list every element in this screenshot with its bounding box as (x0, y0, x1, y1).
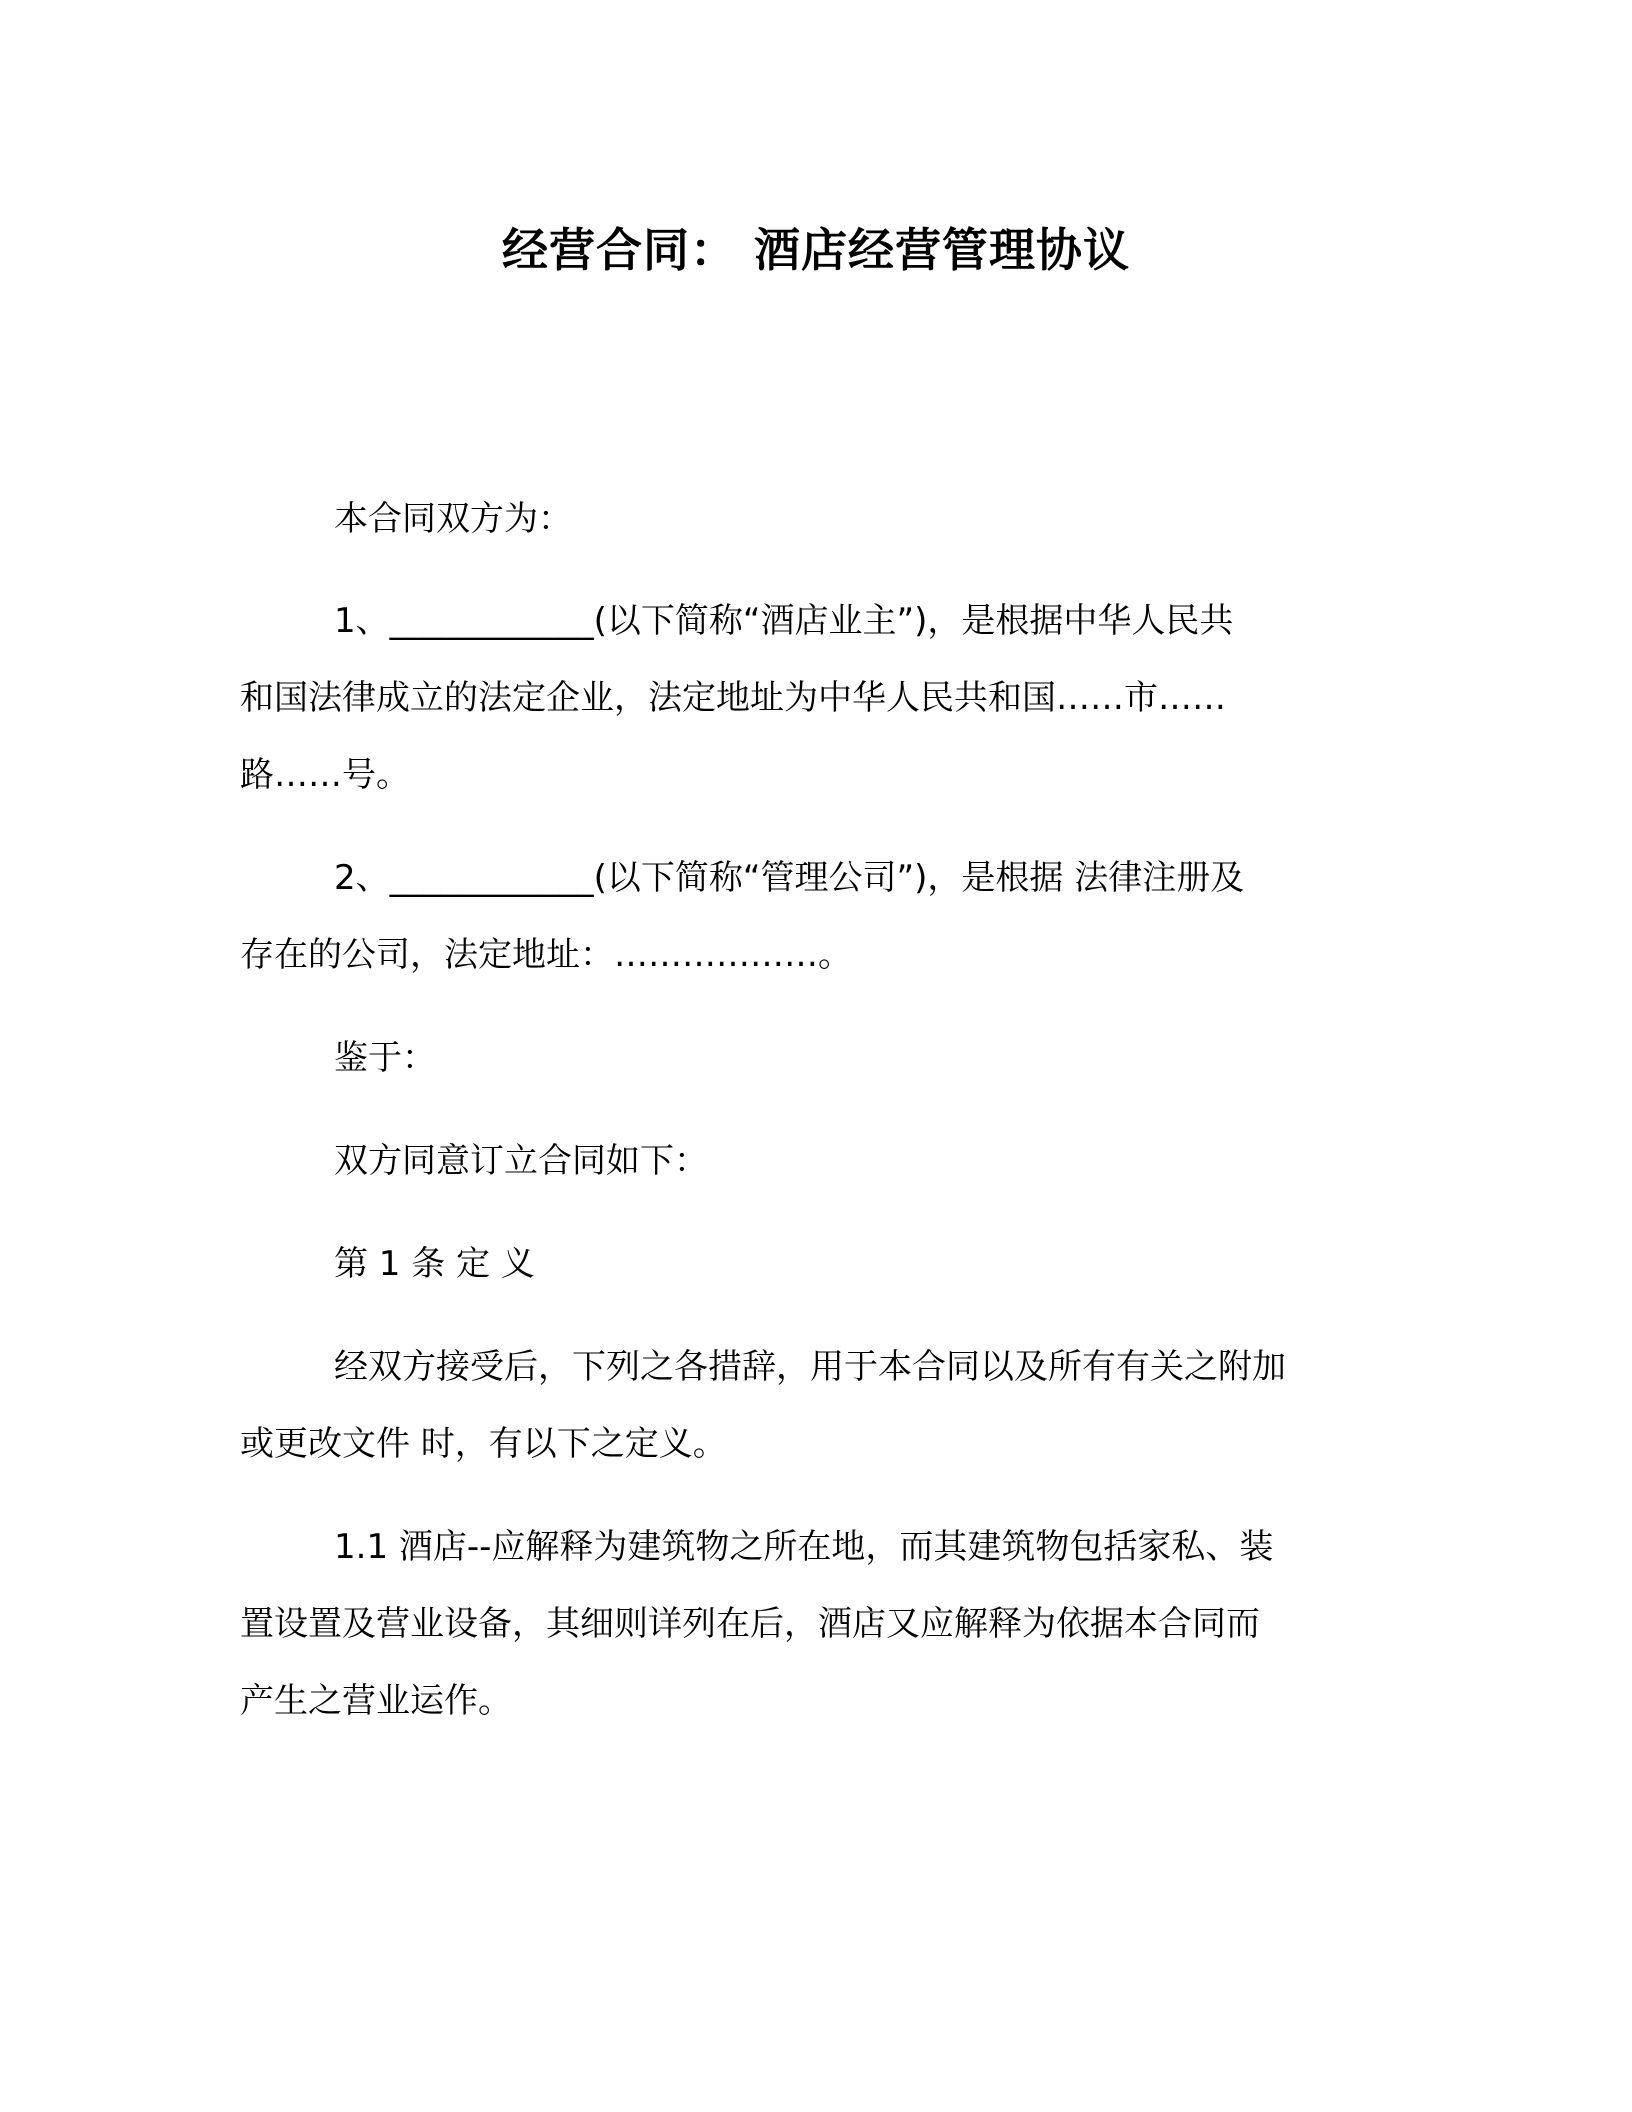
document-title: 经营合同： 酒店经营管理协议 (501, 223, 1130, 277)
definitions-line-2: 或更改文件 时，有以下之定义。 (240, 1424, 727, 1464)
party-2-line-1: 2、____________(以下简称“管理公司”)，是根据 法律注册及 (334, 858, 1245, 898)
clause-1-1-line-3: 产生之营业运作。 (240, 1681, 512, 1721)
definitions-line-1: 经双方接受后，下列之各措辞，用于本合同以及所有有关之附加 (334, 1347, 1286, 1387)
party-1-line-1: 1、____________(以下简称“酒店业主”)，是根据中华人民共 (334, 601, 1234, 641)
party-2-line-2: 存在的公司，法定地址：………………。 (240, 935, 852, 975)
clause-1-1-line-1: 1.1 酒店--应解释为建筑物之所在地，而其建筑物包括家私、装 (334, 1527, 1274, 1567)
clause-1-1-line-2: 置设置及营业设备，其细则详列在后，酒店又应解释为依据本合同而 (240, 1604, 1260, 1644)
party-1-line-3: 路……号。 (240, 755, 410, 795)
whereas-line: 鉴于： (334, 1038, 436, 1078)
article-1-heading: 第 1 条 定 义 (334, 1244, 535, 1284)
agreement-line: 双方同意订立合同如下： (334, 1141, 708, 1181)
parties-intro: 本合同双方为： (334, 499, 572, 539)
party-1-line-2: 和国法律成立的法定企业，法定地址为中华人民共和国……市…… (240, 678, 1226, 718)
